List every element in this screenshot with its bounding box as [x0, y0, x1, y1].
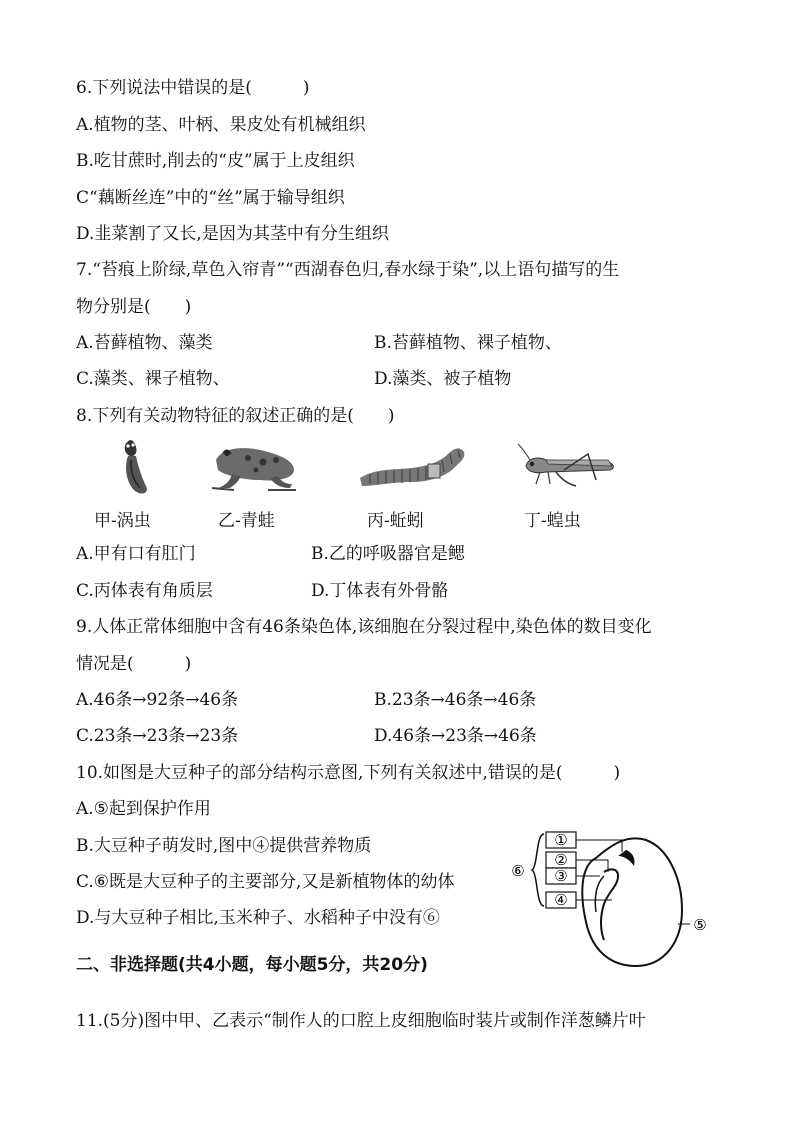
- seed-label-1: ①: [554, 831, 568, 849]
- q6-stem: 6.下列说法中错误的是( ): [76, 78, 310, 98]
- q8-option-a: A.甲有口有肛门: [76, 544, 196, 564]
- q11-stem-line1: 11.(5分)图中甲、乙表示“制作人的口腔上皮细胞临时装片或制作洋葱鳞片叶: [76, 1011, 646, 1031]
- locust-icon: [516, 440, 620, 490]
- q9-stem-line2: 情况是( ): [76, 654, 192, 674]
- soybean-seed-diagram: [500, 826, 730, 976]
- q7-option-a: A.苔藓植物、藻类: [76, 333, 213, 353]
- q6-option-d: D.韭菜割了又长,是因为其茎中有分生组织: [76, 224, 389, 244]
- animal-caption-locust: 丁-蝗虫: [524, 511, 581, 531]
- q9-option-d: D.46条→23条→46条: [374, 726, 537, 746]
- q8-option-d: D.丁体表有外骨骼: [311, 581, 449, 601]
- q9-stem-line1: 9.人体正常体细胞中含有46条染色体,该细胞在分裂过程中,染色体的数目变化: [76, 617, 652, 637]
- q8-option-c: C.丙体表有角质层: [76, 581, 213, 601]
- seed-label-2: ②: [554, 851, 568, 869]
- q6-option-b: B.吃甘蔗时,削去的“皮”属于上皮组织: [76, 151, 355, 171]
- q10-stem: 10.如图是大豆种子的部分结构示意图,下列有关叙述中,错误的是( ): [76, 763, 621, 783]
- q10-option-a: A.⑤起到保护作用: [76, 799, 211, 819]
- q7-option-d: D.藻类、被子植物: [374, 369, 512, 389]
- seed-label-4: ④: [554, 891, 568, 909]
- frog-icon: [208, 438, 300, 494]
- q7-option-c: C.藻类、裸子植物、: [76, 369, 230, 389]
- section2-heading: 二、非选择题(共4小题，每小题5分，共20分): [76, 955, 428, 975]
- animal-caption-earthworm: 丙-蚯蚓: [367, 511, 424, 531]
- q7-stem-line1: 7.“苔痕上阶绿,草色入帘青”“西湖春色归,春水绿于染”,以上语句描写的生: [76, 260, 620, 280]
- q7-stem-line2: 物分别是( ): [76, 297, 192, 317]
- flatworm-icon: [112, 436, 162, 498]
- q10-option-b: B.大豆种子萌发时,图中④提供营养物质: [76, 836, 372, 856]
- q8-stem: 8.下列有关动物特征的叙述正确的是( ): [76, 406, 395, 426]
- q6-option-a: A.植物的茎、叶柄、果皮处有机械组织: [76, 115, 366, 135]
- q9-option-a: A.46条→92条→46条: [76, 690, 239, 710]
- animal-caption-frog: 乙-青蛙: [218, 511, 275, 531]
- q9-option-b: B.23条→46条→46条: [374, 690, 537, 710]
- animal-caption-flatworm: 甲-涡虫: [94, 511, 151, 531]
- seed-label-5: ⑤: [693, 916, 707, 934]
- q9-option-c: C.23条→23条→23条: [76, 726, 239, 746]
- seed-label-6: ⑥: [511, 862, 525, 880]
- earthworm-icon: [356, 440, 472, 490]
- q6-option-c: C“藕断丝连”中的“丝”属于输导组织: [76, 188, 345, 208]
- seed-label-3: ③: [554, 867, 568, 885]
- q8-option-b: B.乙的呼吸器官是鳃: [311, 544, 465, 564]
- q10-option-d: D.与大豆种子相比,玉米种子、水稻种子中没有⑥: [76, 908, 440, 928]
- q10-option-c: C.⑥既是大豆种子的主要部分,又是新植物体的幼体: [76, 872, 455, 892]
- q7-option-b: B.苔藓植物、裸子植物、: [374, 333, 562, 353]
